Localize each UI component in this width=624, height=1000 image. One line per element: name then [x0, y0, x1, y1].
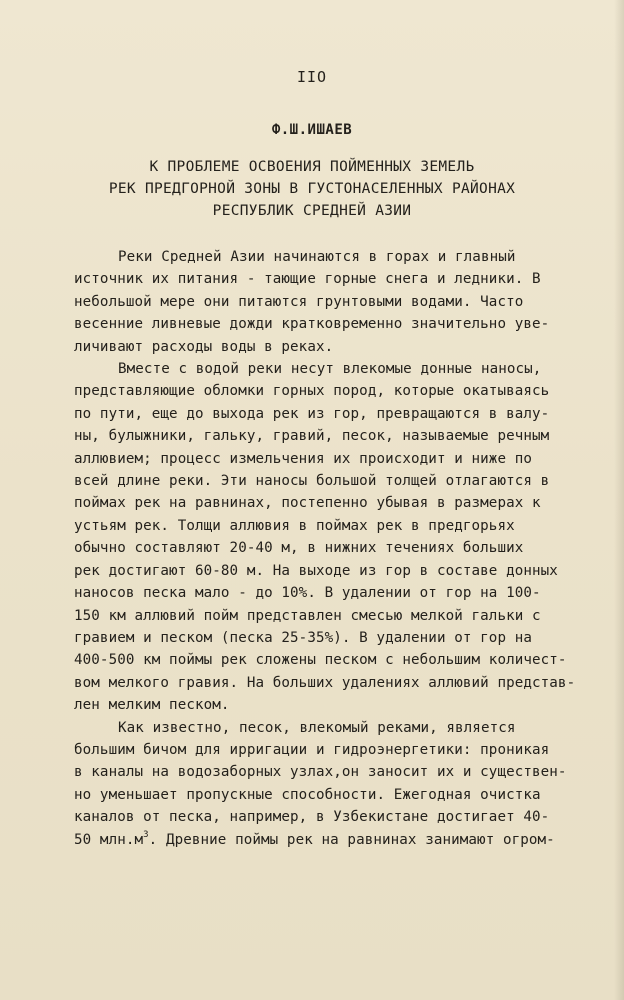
author-name: Ф.Ш.ИШАЕВ	[271, 122, 353, 138]
text-line: вом мелкого гравия. На больших удалениях аллювий представ-	[74, 674, 576, 691]
last-line-text: 50 млн.м	[74, 831, 144, 848]
text-line: Вместе с водой реки несут влекомые донные наносы,	[118, 361, 542, 378]
text-line: лен мелким песком.	[74, 697, 230, 714]
text-line: весенние ливневые дожди кратковременно значительно уве-	[74, 316, 550, 333]
text-line: в каналы на водозаборных узлах,он заносит их и существен-	[74, 764, 567, 781]
text-line: Как известно, песок, влекомый реками, является	[118, 719, 516, 736]
page-edge-shadow	[614, 0, 624, 1000]
text-line: наносов песка мало - до 10%. В удалении от гор на 100-	[74, 585, 541, 602]
title-line-2: РЕК ПРЕДГОРНОЙ ЗОНЫ В ГУСТОНАСЕЛЕННЫХ РАЙОНАХ	[108, 181, 516, 197]
body-text	[74, 246, 614, 851]
text-line: Реки Средней Азии начинаются в горах и главный	[118, 249, 516, 265]
last-line-text-end: . Древние поймы рек на равнинах занимают огром-	[148, 831, 555, 848]
page-number: IIO	[296, 68, 328, 86]
text-line: устьям рек. Толщи аллювия в поймах рек в предгорьях	[74, 517, 515, 534]
text-line: ны, булыжники, гальку, гравий, песок, называемые речным	[74, 428, 550, 445]
text-line: каналов от песка, например, в Узбекистане достигает 40-	[74, 809, 550, 826]
text-line: обычно составляют 20-40 м, в нижних течениях больших	[74, 540, 524, 557]
text-line: небольшой мере они питаются грунтовыми водами. Часто	[74, 293, 524, 310]
title-line-1: К ПРОБЛЕМЕ ОСВОЕНИЯ ПОЙМЕННЫХ ЗЕМЕЛЬ	[149, 159, 475, 175]
text-line: 400-500 км поймы рек сложены песком с небольшим количест-	[74, 652, 567, 669]
text-line: гравием и песком (песка 25-35%). В удалении от гор на	[74, 629, 533, 646]
text-line: большим бичом для ирригации и гидроэнергетики: проникая	[74, 741, 550, 758]
text-line: рек достигают 60-80 м. На выходе из гор в составе донных	[74, 562, 558, 579]
title-line-3: РЕСПУБЛИК СРЕДНЕЙ АЗИИ	[212, 203, 412, 219]
text-line: 150 км аллювий пойм представлен смесью мелкой гальки с	[74, 607, 541, 624]
superscript-3: 3	[143, 829, 149, 840]
text-line: личивают расходы воды в реках.	[74, 338, 334, 355]
text-line: но уменьшает пропускные способности. Ежегодная очистка	[74, 786, 541, 803]
text-line: всей длине реки. Эти наносы большой толщей отлагаются в	[74, 473, 550, 490]
text-line: аллювием; процесс измельчения их происходит и ниже по	[74, 450, 533, 467]
text-line: представляющие обломки горных пород, которые окатываясь	[74, 383, 550, 400]
text-line: поймах рек на равнинах, постепенно убывая в размерах к	[74, 495, 541, 512]
text-line: по пути, еще до выхода рек из гор, превращаются в валу-	[74, 405, 550, 422]
article-title	[0, 156, 624, 222]
text-line-last	[74, 829, 614, 851]
text-line: источник их питания - тающие горные снега и ледники. В	[74, 271, 541, 288]
